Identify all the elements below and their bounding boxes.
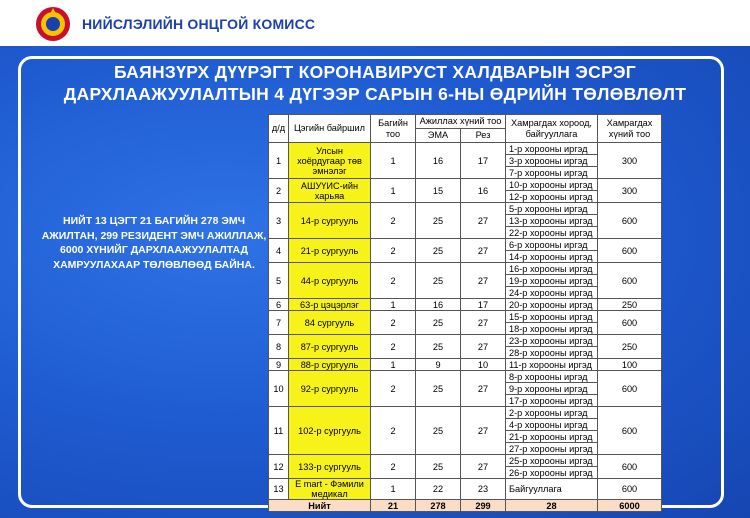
summary-line-1: НИЙТ 13 ЦЭГТ 21 БАГИЙН 278 ЭМЧ xyxy=(63,215,245,227)
cell-teams: 2 xyxy=(371,455,416,479)
cell-num: 4 xyxy=(269,239,289,263)
table-row xyxy=(269,311,662,323)
total-res: 299 xyxy=(461,500,506,512)
cell-location: 92-р сургууль xyxy=(289,371,371,407)
title-line-1: БАЯНЗҮРХ ДҮҮРЭГТ КОРОНАВИРУСТ ХАЛДВАРЫН ЭСРЭГ xyxy=(113,62,637,82)
cell-num: 3 xyxy=(269,203,289,239)
slide-background xyxy=(0,46,750,518)
cell-num: 1 xyxy=(269,143,289,179)
cell-covered: 600 xyxy=(598,407,662,455)
total-covered: 6000 xyxy=(598,500,662,512)
cell-teams: 2 xyxy=(371,335,416,359)
cell-khoroo: 9-р хорооны иргэд xyxy=(506,383,598,395)
cell-location: 14-р сургууль xyxy=(289,203,371,239)
cell-covered: 600 xyxy=(598,239,662,263)
cell-covered: 600 xyxy=(598,203,662,239)
cell-ema: 9 xyxy=(416,359,461,371)
cell-khoroo: 18-р хорооны иргэд xyxy=(506,323,598,335)
summary-line-3: 6000 ХҮНИЙГ ДАРХЛААЖУУЛАЛТАД xyxy=(60,244,248,256)
table-body xyxy=(269,143,662,512)
cell-location: 88-р сургууль xyxy=(289,359,371,371)
table-row xyxy=(269,407,662,419)
cell-ema: 15 xyxy=(416,179,461,203)
table-row xyxy=(269,179,662,191)
cell-location: 133-р сургууль xyxy=(289,455,371,479)
total-khoroo: 28 xyxy=(506,500,598,512)
cell-num: 9 xyxy=(269,359,289,371)
table-row xyxy=(269,263,662,275)
vaccination-plan-table xyxy=(268,114,662,512)
cell-khoroo: 27-р хорооны иргэд xyxy=(506,443,598,455)
cell-khoroo: 10-р хорооны иргэд xyxy=(506,179,598,191)
cell-khoroo: 11-р хорооны иргэд xyxy=(506,359,598,371)
cell-teams: 2 xyxy=(371,371,416,407)
cell-res: 27 xyxy=(461,407,506,455)
cell-res: 27 xyxy=(461,371,506,407)
header-res: Рез xyxy=(461,129,506,143)
cell-khoroo: 28-р хорооны иргэд xyxy=(506,347,598,359)
table-row xyxy=(269,335,662,347)
cell-num: 13 xyxy=(269,479,289,500)
cell-khoroo: 19-р хорооны иргэд xyxy=(506,275,598,287)
table-row xyxy=(269,299,662,311)
cell-khoroo: 24-р хорооны иргэд xyxy=(506,287,598,299)
cell-location: Улсын хоёрдугаар төв эмнэлэг xyxy=(289,143,371,179)
cell-res: 10 xyxy=(461,359,506,371)
cell-covered: 600 xyxy=(598,455,662,479)
emblem-icon xyxy=(34,4,72,44)
cell-num: 5 xyxy=(269,263,289,299)
cell-khoroo: 15-р хорооны иргэд xyxy=(506,311,598,323)
cell-num: 10 xyxy=(269,371,289,407)
cell-res: 27 xyxy=(461,263,506,299)
cell-ema: 25 xyxy=(416,203,461,239)
cell-khoroo: 21-р хорооны иргэд xyxy=(506,431,598,443)
cell-khoroo: 17-р хорооны иргэд xyxy=(506,395,598,407)
summary-text xyxy=(34,214,274,272)
cell-khoroo: 22-р хорооны иргэд xyxy=(506,227,598,239)
cell-res: 27 xyxy=(461,203,506,239)
cell-location: АШУҮИС-ийн харьяа xyxy=(289,179,371,203)
header-ema: ЭМА xyxy=(416,129,461,143)
cell-ema: 22 xyxy=(416,479,461,500)
cell-res: 27 xyxy=(461,239,506,263)
cell-covered: 600 xyxy=(598,311,662,335)
cell-teams: 1 xyxy=(371,479,416,500)
cell-teams: 1 xyxy=(371,359,416,371)
cell-covered: 250 xyxy=(598,335,662,359)
cell-covered: 600 xyxy=(598,263,662,299)
cell-khoroo: 12-р хорооны иргэд xyxy=(506,191,598,203)
cell-ema: 25 xyxy=(416,311,461,335)
cell-covered: 100 xyxy=(598,359,662,371)
summary-line-2: АЖИЛТАН, 299 РЕЗИДЕНТ ЭМЧ АЖИЛЛАЖ, xyxy=(41,229,267,242)
cell-ema: 25 xyxy=(416,371,461,407)
header xyxy=(0,0,750,46)
cell-ema: 25 xyxy=(416,239,461,263)
total-row xyxy=(269,500,662,512)
cell-res: 17 xyxy=(461,299,506,311)
cell-covered: 300 xyxy=(598,179,662,203)
header-workers: Ажиллах хүний тоо xyxy=(416,115,506,129)
cell-teams: 2 xyxy=(371,239,416,263)
cell-location: 87-р сургууль xyxy=(289,335,371,359)
cell-khoroo: 6-р хорооны иргэд xyxy=(506,239,598,251)
table-row xyxy=(269,203,662,215)
cell-covered: 600 xyxy=(598,371,662,407)
cell-khoroo: 14-р хорооны иргэд xyxy=(506,251,598,263)
cell-teams: 1 xyxy=(371,179,416,203)
cell-khoroo: 23-р хорооны иргэд xyxy=(506,335,598,347)
cell-location: 21-р сургууль xyxy=(289,239,371,263)
cell-khoroo: 4-р хорооны иргэд xyxy=(506,419,598,431)
total-label: Нийт xyxy=(269,500,371,512)
cell-teams: 2 xyxy=(371,263,416,299)
cell-res: 27 xyxy=(461,455,506,479)
summary-line-4: ХАМРУУЛАХААР ТӨЛӨВЛӨӨД БАЙНА. xyxy=(53,258,255,271)
cell-khoroo: 7-р хорооны иргэд xyxy=(506,167,598,179)
cell-ema: 25 xyxy=(416,455,461,479)
cell-khoroo: 20-р хорооны иргэд xyxy=(506,299,598,311)
cell-khoroo: 16-р хорооны иргэд xyxy=(506,263,598,275)
title-line-2: ДАРХЛААЖУУЛАЛТЫН 4 ДҮГЭЭР САРЫН 6-НЫ ӨДРИЙН ТӨЛӨВЛӨЛТ xyxy=(63,84,687,104)
cell-khoroo: 26-р хорооны иргэд xyxy=(506,467,598,479)
cell-teams: 2 xyxy=(371,203,416,239)
cell-khoroo: Байгууллага xyxy=(506,479,598,500)
header-num: д/д xyxy=(269,115,289,143)
cell-teams: 1 xyxy=(371,143,416,179)
org-name: НИЙСЛЭЛИЙН ОНЦГОЙ КОМИСС xyxy=(82,16,316,32)
cell-teams: 2 xyxy=(371,311,416,335)
header-teams: Багийн тоо xyxy=(371,115,416,143)
header-khoroo: Хамрагдах хороод, байгууллага xyxy=(506,115,598,143)
cell-num: 6 xyxy=(269,299,289,311)
cell-khoroo: 3-р хорооны иргэд xyxy=(506,155,598,167)
slide-title xyxy=(0,61,750,105)
table-row xyxy=(269,143,662,155)
cell-khoroo: 25-р хорооны иргэд xyxy=(506,455,598,467)
cell-num: 2 xyxy=(269,179,289,203)
table-row xyxy=(269,239,662,251)
cell-ema: 16 xyxy=(416,143,461,179)
cell-res: 27 xyxy=(461,311,506,335)
cell-covered: 300 xyxy=(598,143,662,179)
cell-res: 23 xyxy=(461,479,506,500)
cell-ema: 25 xyxy=(416,335,461,359)
cell-num: 8 xyxy=(269,335,289,359)
cell-covered: 600 xyxy=(598,479,662,500)
cell-teams: 1 xyxy=(371,299,416,311)
cell-location: 44-р сургууль xyxy=(289,263,371,299)
table-row xyxy=(269,479,662,500)
cell-khoroo: 1-р хорооны иргэд xyxy=(506,143,598,155)
cell-khoroo: 2-р хорооны иргэд xyxy=(506,407,598,419)
cell-location: 102-р сургууль xyxy=(289,407,371,455)
header-covered: Хамрагдах хүний тоо xyxy=(598,115,662,143)
cell-covered: 250 xyxy=(598,299,662,311)
cell-location: 84 сургууль xyxy=(289,311,371,335)
cell-res: 17 xyxy=(461,143,506,179)
table-row xyxy=(269,455,662,467)
cell-num: 7 xyxy=(269,311,289,335)
cell-ema: 25 xyxy=(416,263,461,299)
cell-num: 12 xyxy=(269,455,289,479)
cell-res: 16 xyxy=(461,179,506,203)
cell-teams: 2 xyxy=(371,407,416,455)
total-teams: 21 xyxy=(371,500,416,512)
cell-res: 27 xyxy=(461,335,506,359)
header-location: Цэгийн байршил xyxy=(289,115,371,143)
cell-location: E mart - Фэмили медикал xyxy=(289,479,371,500)
cell-ema: 16 xyxy=(416,299,461,311)
cell-ema: 25 xyxy=(416,407,461,455)
cell-khoroo: 13-р хорооны иргэд xyxy=(506,215,598,227)
cell-khoroo: 8-р хорооны иргэд xyxy=(506,371,598,383)
cell-khoroo: 5-р хорооны иргэд xyxy=(506,203,598,215)
cell-location: 63-р цэцэрлэг xyxy=(289,299,371,311)
table-row xyxy=(269,359,662,371)
table-row xyxy=(269,371,662,383)
cell-num: 11 xyxy=(269,407,289,455)
total-ema: 278 xyxy=(416,500,461,512)
